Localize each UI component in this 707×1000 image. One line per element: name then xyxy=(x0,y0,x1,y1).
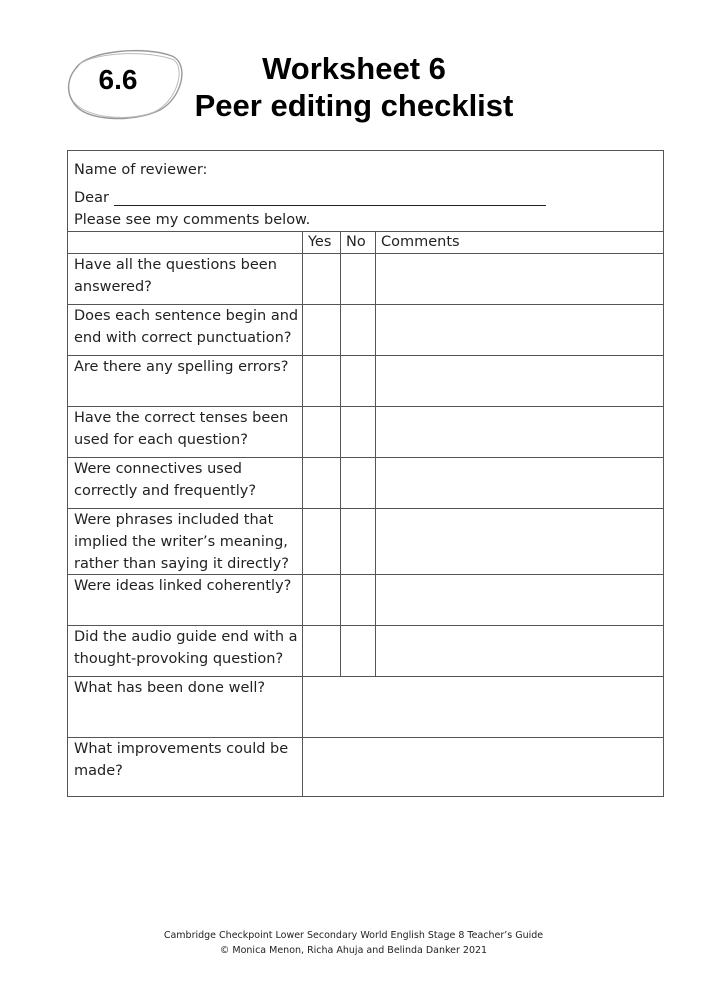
question-1: Have all the questions been answered? xyxy=(74,257,277,295)
page-title xyxy=(150,50,558,124)
footer-line-1: Cambridge Checkpoint Lower Secondary World English Stage 8 Teacher’s Guide xyxy=(163,930,544,941)
dear-name-line[interactable] xyxy=(114,205,546,206)
question-7: Were ideas linked coherently? xyxy=(74,578,292,594)
section-number: 6.6 xyxy=(98,64,138,95)
question-4: Have the correct tenses been used for each question? xyxy=(74,410,289,448)
reviewer-label: Name of reviewer: xyxy=(74,162,208,178)
dear-label: Dear xyxy=(74,190,109,206)
title-line-2: Peer editing checklist xyxy=(194,88,514,123)
question-8: Did the audio guide end with a thought-provoking question? xyxy=(74,629,298,667)
reviewer-header xyxy=(68,151,663,232)
col-comments: Comments xyxy=(381,234,460,250)
question-2: Does each sentence begin and end with correct punctuation? xyxy=(74,308,299,346)
open-question-1: What has been done well? xyxy=(74,680,266,696)
col-yes: Yes xyxy=(308,234,332,250)
col-divider xyxy=(302,231,303,796)
footer-line-2: © Monica Menon, Richa Ahuja and Belinda Danker 2021 xyxy=(219,945,488,956)
col-divider xyxy=(375,231,376,676)
checklist-table xyxy=(67,150,664,797)
intro-text: Please see my comments below. xyxy=(74,212,311,228)
title-line-1: Worksheet 6 xyxy=(262,51,446,86)
col-no: No xyxy=(346,234,366,250)
question-5: Were connectives used correctly and frequently? xyxy=(74,461,257,499)
question-6: Were phrases included that implied the writer’s meaning, rather than saying it directly? xyxy=(74,512,289,572)
open-question-2: What improvements could be made? xyxy=(74,741,289,779)
question-3: Are there any spelling errors? xyxy=(74,359,289,375)
col-divider xyxy=(340,231,341,676)
